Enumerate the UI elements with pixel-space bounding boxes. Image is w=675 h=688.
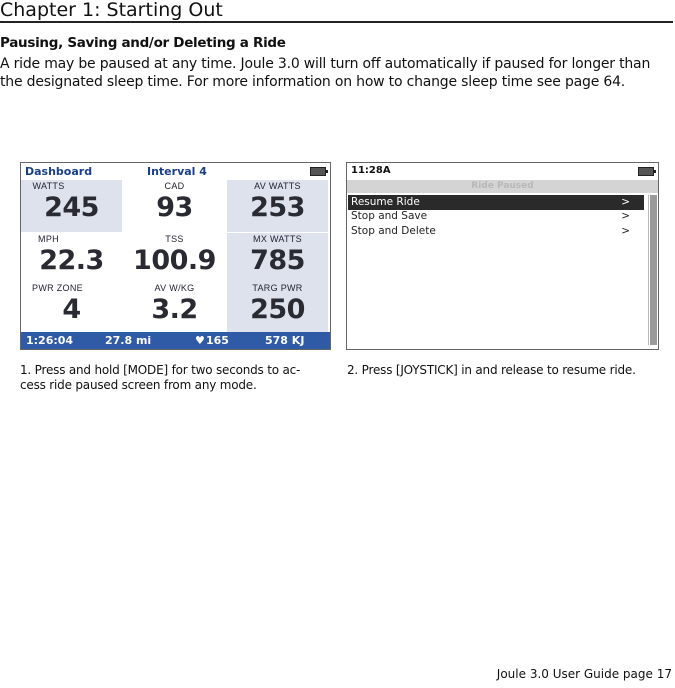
- metric-value: 93: [156, 192, 193, 223]
- battery-icon: [638, 167, 654, 176]
- metric-cell-tss: [124, 233, 225, 285]
- interval-label: Interval 4: [147, 165, 207, 178]
- menu-item-label: Resume Ride: [351, 196, 420, 208]
- scrollbar-thumb[interactable]: [650, 195, 657, 345]
- caption-step-1-line-2: cess ride paused screen from any mode.: [20, 378, 257, 392]
- ride-time: 1:26:04: [26, 334, 74, 347]
- metric-label: PWR ZONE: [32, 283, 83, 293]
- metric-cell-pwr-zone: [21, 282, 122, 334]
- dashboard-header: [21, 163, 330, 180]
- section-heading: Pausing, Saving and/or Deleting a Ride: [0, 35, 286, 51]
- menu-item-label: Stop and Delete: [351, 225, 436, 237]
- clock-time: 11:28A: [351, 165, 391, 176]
- metric-value: 253: [250, 192, 305, 223]
- metric-value: 250: [250, 294, 305, 325]
- menu-item-resume-ride[interactable]: [348, 195, 644, 210]
- menu-item-stop-and-delete[interactable]: [348, 224, 644, 239]
- metric-cell-mx-watts: [227, 233, 328, 285]
- energy-kj: 578 KJ: [265, 334, 305, 347]
- metric-value: 100.9: [133, 245, 216, 276]
- metric-cell-av-watts: [227, 180, 328, 232]
- metric-value: 22.3: [39, 245, 104, 276]
- metric-value: 3.2: [151, 294, 198, 325]
- ride-paused-screen: [346, 162, 659, 350]
- dashboard-title: Dashboard: [25, 165, 93, 178]
- dashboard-screen: [20, 162, 331, 350]
- page-footer: Joule 3.0 User Guide page 17: [496, 667, 672, 681]
- chapter-divider: [0, 21, 673, 23]
- metric-cell-watts: [21, 180, 122, 232]
- caption-step-1-line-1: 1. Press and hold [MODE] for two seconds to ac-: [20, 363, 301, 377]
- ride-paused-title: Ride Paused: [347, 180, 658, 193]
- ride-distance: 27.8 mi: [105, 334, 152, 347]
- dashboard-footer-bar: [21, 332, 330, 349]
- battery-icon: [310, 167, 326, 176]
- metric-value: 4: [62, 294, 81, 325]
- metric-cell-mph: [21, 233, 122, 285]
- metric-label: WATTS: [32, 181, 65, 191]
- caption-step-2: 2. Press [JOYSTICK] in and release to resume ride.: [347, 363, 636, 377]
- ride-paused-header: [347, 163, 658, 179]
- metric-cell-cad: [124, 180, 225, 232]
- heart-icon: ♥: [195, 334, 205, 347]
- metric-label: TSS: [165, 234, 184, 244]
- scrollbar[interactable]: [648, 195, 658, 345]
- menu-item-stop-and-save[interactable]: [348, 209, 644, 224]
- metric-label: MPH: [38, 234, 59, 244]
- chevron-right-icon: >: [621, 210, 630, 222]
- metric-cell-av-wkg: [124, 282, 225, 334]
- menu-item-label: Stop and Save: [351, 210, 428, 222]
- metric-label: AV W/KG: [154, 283, 195, 293]
- metric-label: AV WATTS: [254, 181, 301, 191]
- metric-label: CAD: [164, 181, 185, 191]
- heart-rate: 165: [206, 334, 229, 347]
- chevron-right-icon: >: [621, 225, 630, 237]
- caption-step-1: [20, 363, 320, 393]
- chevron-right-icon: >: [621, 196, 630, 208]
- metric-value: 785: [250, 245, 305, 276]
- chapter-title: Chapter 1: Starting Out: [0, 0, 223, 21]
- section-body: A ride may be paused at any time. Joule 3.0 will turn off automatically if paused for longer than the designated sleep time. For more information on how to change sleep time see page 64.: [0, 56, 651, 90]
- metric-label: MX WATTS: [253, 234, 302, 244]
- metric-cell-targ-pwr: [227, 282, 328, 332]
- metric-label: TARG PWR: [252, 283, 303, 293]
- metric-value: 245: [44, 192, 99, 223]
